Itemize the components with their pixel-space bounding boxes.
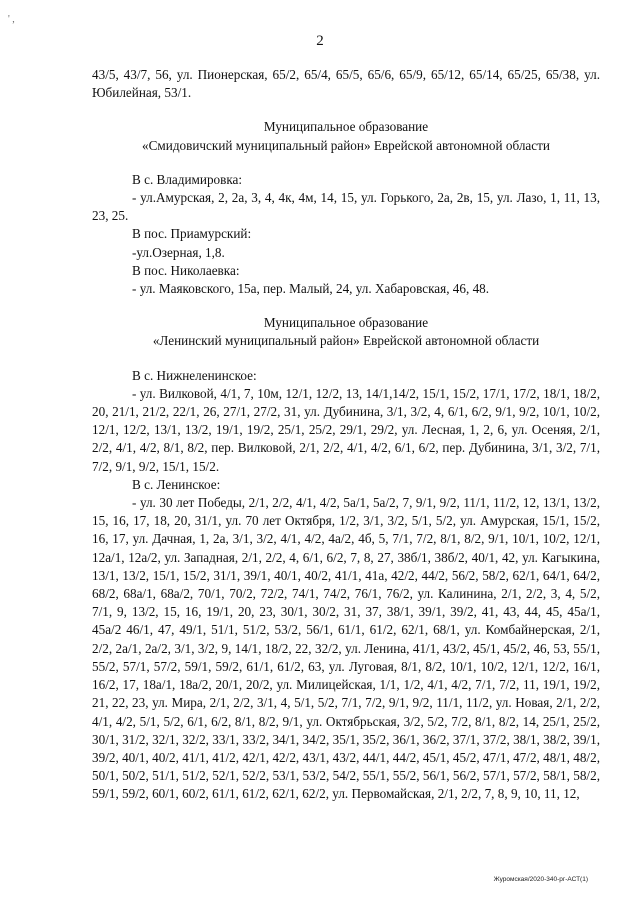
section2-heading-line1: Муниципальное образование xyxy=(263,315,429,331)
section1-place3-label: В пос. Николаевка: xyxy=(132,262,240,278)
document-body xyxy=(92,66,600,804)
section1-heading-line1: Муниципальное образование xyxy=(263,119,429,135)
document-footer-code: Журомская/2020-340-рг-АСТ(1) xyxy=(493,876,588,883)
section1-place3-streets: - ул. Маяковского, 15а, пер. Малый, 24, ул. Хабаровская, 46, 48. xyxy=(132,281,490,297)
section2-place2-label: В с. Ленинское: xyxy=(132,476,221,492)
top-continuation-text: 43/5, 43/7, 56, ул. Пионерская, 65/2, 65/4, 65/5, 65/6, 65/9, 65/12, 65/14, 65/25, 65/38, ул. Юбилейная, 53/1. xyxy=(92,67,600,101)
scan-artifact-mark: ' , xyxy=(8,14,15,25)
section1-heading-line2: «Смидовичский муниципальный район» Еврейской автономной области xyxy=(142,137,550,153)
section1-place2-streets: -ул.Озерная, 1,8. xyxy=(132,244,225,260)
section2-heading-line2: «Ленинский муниципальный район» Еврейской автономной области xyxy=(152,333,540,349)
section1-place2-label: В пос. Приамурский: xyxy=(132,226,252,242)
page-number: 2 xyxy=(316,33,324,49)
section2-place2-streets: - ул. 30 лет Победы, 2/1, 2/2, 4/1, 4/2, 5а/1, 5а/2, 7, 9/1, 9/2, 11/1, 11/2, 12, 13/1, 13/2, 15, 16, 17, 18, 20, 31/1, ул. 70 лет Октября, 1/2, 3/1, 3/2, 5/1, 5/2, ул. Амурская, 15/1, 15/2, 16, 17, ул. Дачная, 1, 2а, 3/1, 3/2, 4/1, 4/2, 4а/2, 4б, 5, 7/1, 7/2, 8/1, 8/2, 9/1, 10/1, 10/2, 12/1, 12а/1, 12а/2, ул. Западная, 2/1, 2/2, 4, 6/1, 6/2, 7, 8, 27, 38б/1, 38б/2, 40/1, 42, ул. Кагыкина, 13/1, 13/2, 15/1, 15/2, 31/1, 39/1, 40/1, 40/2, 41/1, 41а, 42/2, 44/2, 56/2, 58/2, 62/1, 64/1, 64/2, 68/2, 68а/1, 68а/2, 70/1, 70/2, 72/2, 74/1, 74/2, 76/1, 76/2, ул. Калинина, 2/1, 2/2, 3, 4, 5/2, 7/1, 9, 13/2, 15, 16, 19/1, 20, 23, 30/1, 30/2, 31, 37, 38/1, 39/1, 39/2, 41, 43, 44, 45, 45а/1, 45а/2 46/1, 47, 49/1, 51/1, 51/2, 53/2, 56/1, 61/1, 61/2, 62/1, 68/1, ул. Комбайнерская, 2/1, 2/2, 2а/1, 2а/2, 3/1, 3/2, 9, 14/1, 18/2, 22, 32/2, ул. Ленина, 41/1, 43/2, 45/1, 45/2, 46, 53, 55/1, 55/2, 57/1, 57/2, 59/1, 59/2, 61/1, 61/2, 63, ул. Луговая, 8/1, 8/2, 10/1, 10/2, 12/1, 12/2, 16/1, 16/2, 17, 18а/1, 18а/2, 20/1, 20/2, ул. Милицейская, 1/1, 1/2, 4/1, 4/2, 7/1, 7/2, 11, 19/1, 19/2, 21, 22, 23, ул. Мира, 2/1, 2/2, 3/1, 4, 5/1, 5/2, 7/1, 7/2, 9/1, 9/2, 11/1, 11/2, ул. Новая, 2/1, 2/2, 4/1, 4/2, 5/1, 5/2, 6/1, 6/2, 8/1, 8/2, 9/1, ул. Октябрьская, 3/2, 5/2, 7/2, 8/1, 8/2, 14, 25/1, 25/2, 30/1, 31/2, 32/1, 32/2, 33/1, 33/2, 34/1, 34/2, 35/1, 35/2, 36/1, 36/2, 37/1, 37/2, 38/1, 38/2, 39/1, 39/2, 40/1, 40/2, 41/1, 41/2, 42/1, 42/2, 43/1, 43/2, 44/1, 44/2, 45/1, 45/2, 47/1, 47/2, 48/1, 48/2, 50/1, 50/2, 51/1, 51/2, 52/1, 52/2, 53/1, 53/2, 54/2, 55/1, 55/2, 56/1, 56/2, 57/1, 57/2, 58/1, 58/2, 59/1, 59/2, 60/1, 60/2, 61/1, 61/2, 62/1, 62/2, ул. Первомайская, 2/1, 2/2, 7, 8, 9, 10, 11, 12, xyxy=(92,495,600,802)
section2-place1-label: В с. Нижнеленинское: xyxy=(132,367,257,383)
section1-place1-label: В с. Владимировка: xyxy=(132,171,243,187)
section2-place1-streets: - ул. Вилковой, 4/1, 7, 10м, 12/1, 12/2, 13, 14/1,14/2, 15/1, 15/2, 17/1, 17/2, 18/1, 18/2, 20, 21/1, 21/2, 22/1, 26, 27/1, 27/2, 31, ул. Дубинина, 3/1, 3/2, 4, 6/1, 6/2, 9/1, 9/2, 10/1, 10/2, 12/1, 12/2, 13/1, 13/2, 19/1, 19/2, 25/1, 25/2, 29/1, 29/2, ул. Лесная, 1, 2, 6, ул. Осеняя, 2/1, 2/2, 4/1, 4/2, 8/1, 8/2, пер. Вилковой, 2/1, 2/2, 4/1, 4/2, 6/1, 6/2, пер. Дубинина, 3/1, 3/2, 7/1, 7/2, 9/1, 9/2, 15/1, 15/2. xyxy=(92,385,600,474)
section1-place1-streets: - ул.Амурская, 2, 2а, 3, 4, 4к, 4м, 14, 15, ул. Горького, 2а, 2в, 15, ул. Лазо, 1, 11, 13, 23, 25. xyxy=(92,190,600,224)
